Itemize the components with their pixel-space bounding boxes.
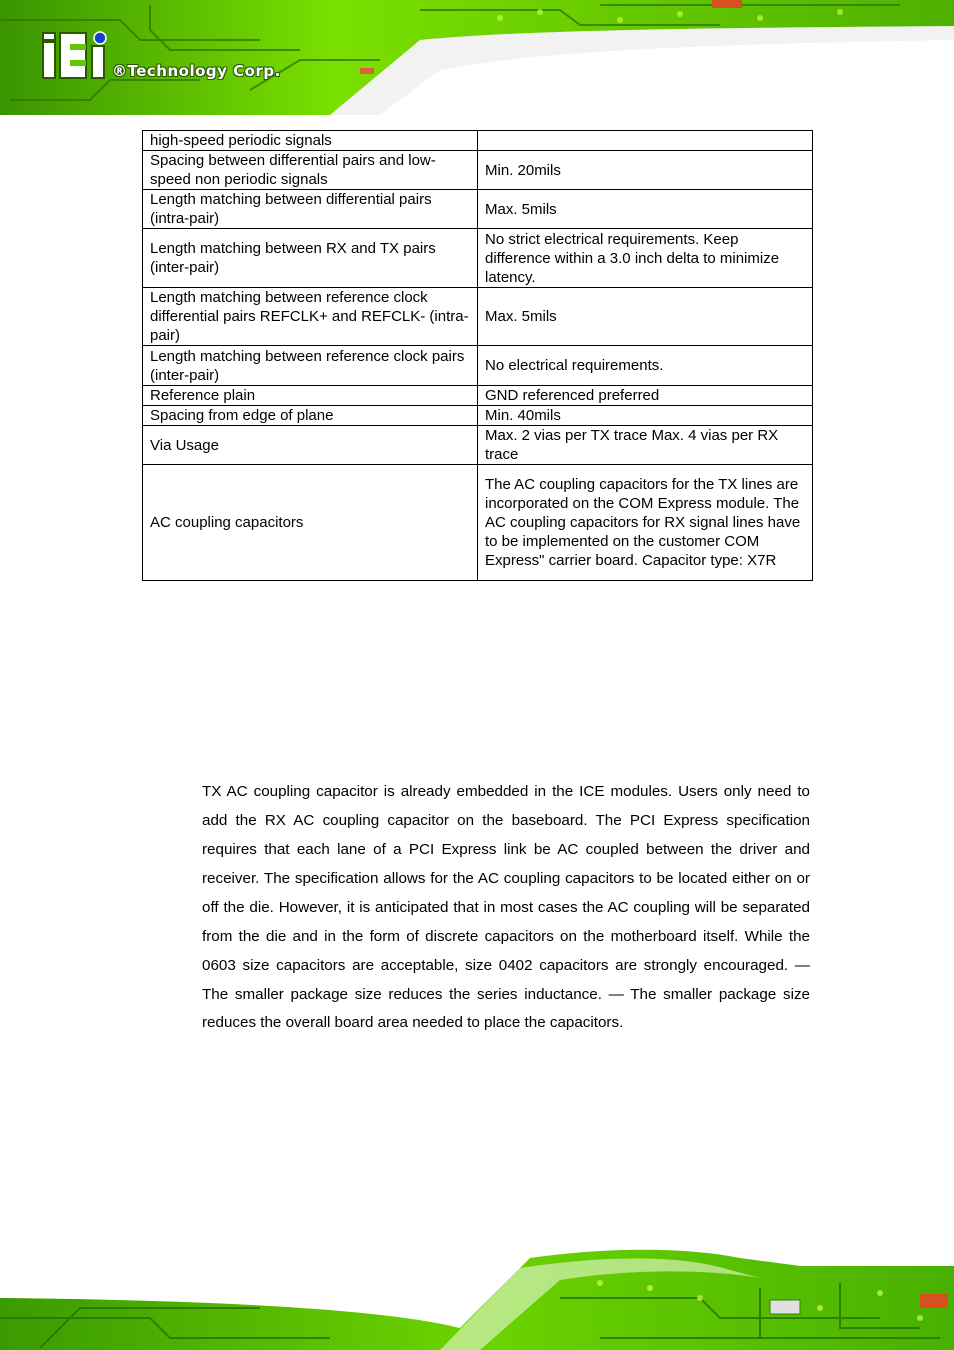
table-cell-param: Reference plain bbox=[143, 386, 478, 406]
table-cell-value: Max. 2 vias per TX trace Max. 4 vias per RX trace bbox=[478, 426, 813, 465]
table-row bbox=[143, 229, 813, 288]
iei-logo-icon bbox=[40, 30, 120, 80]
table-cell-value: GND referenced preferred bbox=[478, 386, 813, 406]
table-cell-value bbox=[478, 131, 813, 151]
table-cell-param: Spacing between differential pairs and low-speed non periodic signals bbox=[143, 151, 478, 190]
table-row bbox=[143, 131, 813, 151]
table-row bbox=[143, 190, 813, 229]
table-cell-value: Max. 5mils bbox=[478, 190, 813, 229]
table-cell-param: Length matching between differential pairs (intra-pair) bbox=[143, 190, 478, 229]
table-cell-param: Length matching between reference clock differential pairs REFCLK+ and REFCLK- (intra-pair) bbox=[143, 288, 478, 346]
table-cell-param: Length matching between RX and TX pairs (inter-pair) bbox=[143, 229, 478, 288]
table-row bbox=[143, 151, 813, 190]
header-banner bbox=[0, 0, 954, 115]
footer-banner bbox=[0, 1238, 954, 1350]
table-cell-param: Via Usage bbox=[143, 426, 478, 465]
table-cell-value: Max. 5mils bbox=[478, 288, 813, 346]
company-logo bbox=[40, 30, 320, 90]
table-row bbox=[143, 288, 813, 346]
pcb-footer-graphic bbox=[0, 1238, 954, 1350]
table-cell-param: Length matching between reference clock pairs (inter-pair) bbox=[143, 346, 478, 386]
table-row bbox=[143, 386, 813, 406]
table-cell-param: high-speed periodic signals bbox=[143, 131, 478, 151]
table-row bbox=[143, 346, 813, 386]
table-row bbox=[143, 465, 813, 581]
table-row bbox=[143, 406, 813, 426]
table-row bbox=[143, 426, 813, 465]
table-cell-value: No strict electrical requirements. Keep difference within a 3.0 inch delta to minimize latency. bbox=[478, 229, 813, 288]
table-cell-value: Min. 20mils bbox=[478, 151, 813, 190]
specification-table bbox=[142, 130, 813, 581]
table-cell-value: The AC coupling capacitors for the TX lines are incorporated on the COM Express module. The AC coupling capacitors for RX signal lines have to be implemented on the customer COM Express" carrier board. Capacitor type: X7R bbox=[478, 465, 813, 581]
logo-company-name: ®Technology Corp. bbox=[112, 62, 281, 80]
table-cell-param: Spacing from edge of plane bbox=[143, 406, 478, 426]
body-paragraph: TX AC coupling capacitor is already embedded in the ICE modules. Users only need to add the RX AC coupling capacitor on the baseboard. The PCI Express specification requires that each lane of a PCI Express link be AC coupled between the driver and receiver. The specification allows for the AC coupling capacitors to be located either on or off the die. However, it is anticipated that in most cases the AC coupling will be separated from the die and in the form of discrete capacitors on the motherboard itself. While the 0603 size capacitors are acceptable, size 0402 capacitors are strongly encouraged. — The smaller package size reduces the series inductance. — The smaller package size reduces the overall board area needed to place the capacitors. bbox=[202, 783, 810, 1032]
table-cell-param: AC coupling capacitors bbox=[143, 465, 478, 581]
table-cell-value: No electrical requirements. bbox=[478, 346, 813, 386]
table-cell-value: Min. 40mils bbox=[478, 406, 813, 426]
